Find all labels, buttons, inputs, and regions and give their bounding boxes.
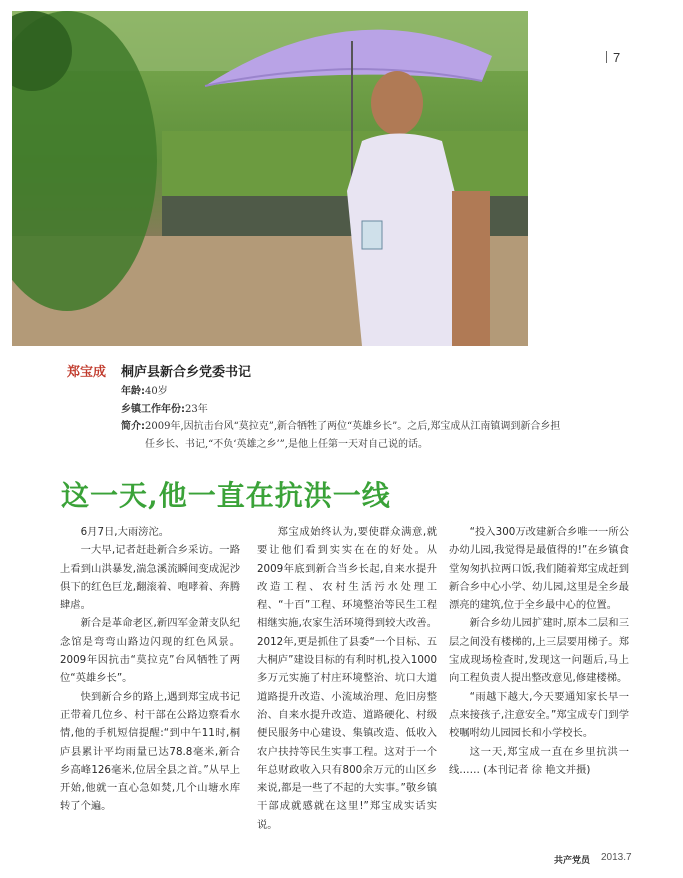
paragraph: 新合是革命老区,新四军金萧支队纪念馆是弯弯山路边闪现的红色风景。2009年因抗击“莫拉克”台风牺牲了两位“英雄乡长”。 — [60, 617, 240, 685]
profile-name: 郑宝成 — [67, 365, 107, 380]
profile-age: 年龄:40岁 — [121, 386, 168, 397]
article-headline: 这一天,他一直在抗洪一线 — [61, 479, 391, 512]
profile-intro: 简介:2009年,因抗击台风“莫拉克”,新合牺牲了两位“英雄乡长”。之后,郑宝成从江南镇调到新合乡担 任乡长、书记,“不负‘英雄之乡’”,是他上任第一天对自己说的话。 — [121, 421, 561, 450]
paragraph: “投入300万改建新合乡唯一一所公办幼儿园,我觉得是最值得的!”在乡镇食堂匆匆扒拉两口饭,我们随着郑宝成赶到新合乡中心小学、幼儿园,这里是全乡最漂亮的建筑,位于全乡最中心的位置。 — [449, 526, 629, 612]
profile-years: 乡镇工作年份:23年 — [121, 404, 208, 415]
paragraph: 新合乡幼儿园扩建时,原本二层和三层之间没有楼梯的,上三层要用梯子。郑宝成现场检查时,发现这一问题后,马上向工程负责人提出整改意见,修建楼梯。 — [449, 617, 629, 685]
profile-title: 桐庐县新合乡党委书记 — [121, 365, 252, 380]
paragraph: “雨越下越大,今天要通知家长早一点来接孩子,注意安全。”郑宝成专门到学校嘱咐幼儿园园长和小学校长。 — [449, 690, 629, 740]
paragraph: 郑宝成始终认为,要使群众满意,就要让他们看到实实在在的好处。从2009年底到新合当乡长起,自来水提升改造工程、农村生活污水处理工程、“十百”工程、环境整治等民生工程相继实施,农家生活环境得到较大改善。2012年,更是抓住了县委“一个目标、五大桐庐”建设目标的有利时机,投入1000多万元实施了村庄环境整治、坑口大道道路提升改造、小流域治理、危旧房整治、自来水提升改造、道路硬化、村级便民服务中心建设、集镇改造、低收入农户扶持等民生实事工程。这对于一个年总财政收入只有800余万元的山区乡来说,都是一些了不起的大实事。”敬乡镇干部成就感就在这里!”郑宝成实话实说。 — [257, 526, 437, 831]
page-number: 7 — [606, 50, 620, 65]
text-column-1 — [60, 523, 240, 816]
article-photo — [12, 11, 528, 346]
magazine-logo: 共产党员 — [554, 856, 591, 866]
issue-date: 2013.7 — [601, 852, 632, 863]
paragraph: 一大早,记者赶赴新合乡采访。一路上看到山洪暴发,湍急溪流瞬间变成泥沙俱下的红色巨龙,翻滚着、咆哮着、奔腾肆虐。 — [60, 544, 240, 612]
paragraph: 快到新合乡的路上,遇到郑宝成书记正带着几位乡、村干部在公路边察看水情,他的手机短信提醒:“到中午11时,桐庐县累计平均雨量已达78.8毫米,新合乡高峰126毫米,位居全县之首。”从早上开始,他就一直心急如焚,几个山塘水库转了个遍。 — [60, 690, 240, 813]
paragraph: 这一天,郑宝成一直在乡里抗洪一线…… (本刊记者 徐 艳文并摄) — [449, 745, 629, 776]
paragraph: 6月7日,大雨滂沱。 — [80, 526, 170, 538]
text-column-3 — [449, 523, 629, 779]
text-column-2 — [257, 523, 437, 834]
